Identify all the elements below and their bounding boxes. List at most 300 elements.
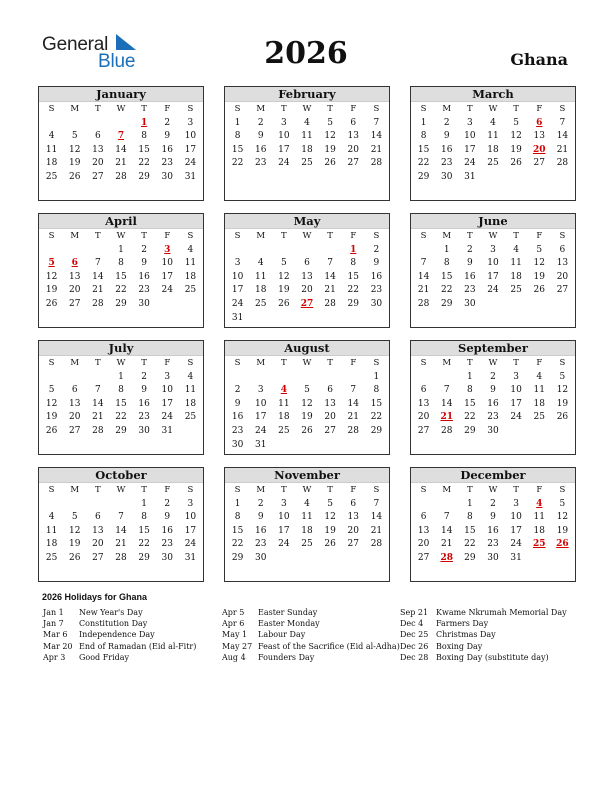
day-cell: 29 bbox=[138, 171, 150, 182]
day-cell: 19 bbox=[301, 412, 313, 423]
holiday-day-cell: 1 bbox=[350, 244, 357, 255]
empty-day-cell bbox=[40, 244, 63, 258]
empty-day-cell bbox=[63, 117, 86, 131]
empty-day-cell bbox=[179, 566, 202, 580]
day-cell: 18 bbox=[510, 271, 522, 282]
day-cell: 1 bbox=[118, 371, 124, 382]
day-cell: 22 bbox=[231, 539, 244, 550]
day-cell: 2 bbox=[164, 117, 171, 128]
logo-text-general: General bbox=[42, 34, 109, 55]
empty-day-cell bbox=[365, 171, 388, 185]
empty-day-cell bbox=[505, 185, 528, 199]
day-cell: 25 bbox=[45, 552, 58, 563]
empty-day-cell bbox=[551, 171, 574, 185]
day-cell: 19 bbox=[324, 144, 336, 155]
day-cell: 15 bbox=[347, 271, 359, 282]
holiday-day-cell: 4 bbox=[536, 498, 543, 509]
empty-day-cell bbox=[551, 185, 574, 199]
day-cell: 15 bbox=[464, 525, 476, 536]
day-cell: 2 bbox=[141, 244, 147, 255]
day-cell: 28 bbox=[417, 298, 430, 309]
day-cell: 16 bbox=[231, 412, 244, 423]
day-cell: 1 bbox=[234, 498, 241, 509]
empty-day-cell bbox=[63, 439, 86, 453]
holiday-name: Farmers Day bbox=[436, 619, 489, 629]
empty-day-cell bbox=[412, 498, 435, 512]
day-cell: 13 bbox=[417, 525, 430, 536]
empty-day-cell bbox=[109, 312, 132, 326]
day-cell: 25 bbox=[278, 425, 290, 436]
day-cell: 27 bbox=[92, 552, 104, 563]
month-may bbox=[224, 213, 390, 328]
holiday-item bbox=[400, 652, 567, 663]
day-cell: 11 bbox=[254, 271, 267, 282]
holiday-name: Christmas Day bbox=[436, 630, 496, 640]
empty-day-cell bbox=[295, 312, 318, 326]
day-cell: 25 bbox=[45, 171, 58, 182]
weekday-label: T bbox=[327, 104, 333, 114]
empty-day-cell bbox=[481, 312, 504, 326]
day-cell: 3 bbox=[513, 371, 519, 382]
weekday-label: W bbox=[488, 104, 498, 114]
day-cell: 5 bbox=[48, 385, 55, 396]
weekday-label: W bbox=[302, 485, 312, 495]
holiday-day-cell: 20 bbox=[533, 144, 546, 155]
day-cell: 16 bbox=[254, 144, 267, 155]
empty-day-cell bbox=[295, 552, 318, 566]
day-cell: 18 bbox=[45, 539, 58, 550]
day-cell: 26 bbox=[533, 285, 545, 296]
day-cell: 14 bbox=[115, 525, 127, 536]
day-cell: 17 bbox=[184, 525, 197, 536]
empty-day-cell bbox=[528, 566, 551, 580]
month-title: September bbox=[411, 341, 575, 356]
day-cell: 27 bbox=[417, 425, 430, 436]
weekday-label: S bbox=[48, 231, 55, 241]
day-cell: 12 bbox=[556, 512, 569, 523]
weekday-label: T bbox=[281, 231, 287, 241]
day-cell: 30 bbox=[370, 298, 383, 309]
day-cell: 3 bbox=[466, 117, 473, 128]
day-cell: 10 bbox=[510, 512, 522, 523]
day-cell: 27 bbox=[68, 298, 81, 309]
empty-day-cell bbox=[342, 552, 365, 566]
day-cell: 6 bbox=[350, 498, 357, 509]
day-cell: 14 bbox=[440, 525, 453, 536]
day-cell: 9 bbox=[164, 131, 171, 142]
holiday-item bbox=[400, 641, 567, 652]
month-title: July bbox=[39, 341, 203, 356]
day-cell: 9 bbox=[141, 385, 147, 396]
day-cell: 18 bbox=[45, 158, 58, 169]
weekday-label: S bbox=[48, 485, 55, 495]
day-cell: 6 bbox=[559, 244, 566, 255]
day-cell: 31 bbox=[464, 171, 476, 182]
empty-day-cell bbox=[505, 425, 528, 439]
day-cell: 26 bbox=[45, 425, 58, 436]
weekday-label: S bbox=[373, 104, 380, 114]
empty-day-cell bbox=[551, 298, 574, 312]
day-cell: 31 bbox=[254, 439, 267, 450]
weekday-label: T bbox=[513, 231, 519, 241]
day-cell: 23 bbox=[254, 539, 267, 550]
empty-day-cell bbox=[412, 312, 435, 326]
month-march bbox=[410, 86, 576, 201]
empty-day-cell bbox=[272, 566, 295, 580]
day-cell: 5 bbox=[304, 385, 310, 396]
weekday-label: S bbox=[559, 231, 566, 241]
month-title: May bbox=[225, 214, 389, 229]
empty-day-cell bbox=[505, 298, 528, 312]
empty-day-cell bbox=[458, 185, 481, 199]
empty-day-cell bbox=[156, 185, 179, 199]
day-cell: 10 bbox=[161, 258, 173, 269]
weekday-label: T bbox=[281, 358, 287, 368]
empty-day-cell bbox=[481, 566, 504, 580]
weekday-label: T bbox=[95, 485, 101, 495]
day-cell: 4 bbox=[304, 117, 310, 128]
empty-day-cell bbox=[295, 371, 318, 385]
empty-day-cell bbox=[179, 185, 202, 199]
empty-day-cell bbox=[551, 312, 574, 326]
empty-day-cell bbox=[365, 312, 388, 326]
day-cell: 19 bbox=[68, 539, 81, 550]
empty-day-cell bbox=[528, 439, 551, 453]
empty-day-cell bbox=[365, 552, 388, 566]
day-cell: 10 bbox=[278, 512, 290, 523]
day-cell: 16 bbox=[138, 398, 150, 409]
day-cell: 20 bbox=[92, 158, 104, 169]
weekday-label: S bbox=[234, 104, 241, 114]
day-cell: 13 bbox=[347, 131, 359, 142]
day-cell: 25 bbox=[533, 412, 545, 423]
empty-day-cell bbox=[133, 312, 156, 326]
day-cell: 4 bbox=[48, 131, 55, 142]
weekday-label: T bbox=[513, 485, 519, 495]
day-cell: 10 bbox=[254, 398, 267, 409]
day-cell: 30 bbox=[138, 425, 150, 436]
month-title: August bbox=[225, 341, 389, 356]
day-cell: 14 bbox=[92, 398, 104, 409]
day-cell: 28 bbox=[115, 171, 127, 182]
holiday-date: Apr 3 bbox=[43, 652, 66, 662]
month-february bbox=[224, 86, 390, 201]
day-cell: 29 bbox=[464, 552, 476, 563]
month-title: October bbox=[39, 468, 203, 483]
empty-day-cell bbox=[319, 566, 342, 580]
day-cell: 3 bbox=[513, 498, 519, 509]
weekday-label: S bbox=[234, 231, 241, 241]
day-cell: 10 bbox=[464, 131, 476, 142]
empty-day-cell bbox=[179, 439, 202, 453]
day-cell: 1 bbox=[373, 371, 380, 382]
day-cell: 16 bbox=[161, 525, 173, 536]
weekday-label: S bbox=[187, 485, 194, 495]
day-cell: 10 bbox=[510, 385, 522, 396]
day-cell: 23 bbox=[440, 158, 453, 169]
weekday-label: F bbox=[536, 231, 543, 241]
weekday-label: F bbox=[350, 104, 357, 114]
day-cell: 6 bbox=[304, 258, 310, 269]
day-cell: 14 bbox=[556, 131, 569, 142]
day-cell: 4 bbox=[187, 371, 194, 382]
weekday-label: W bbox=[488, 358, 498, 368]
empty-day-cell bbox=[295, 566, 318, 580]
day-cell: 21 bbox=[370, 525, 383, 536]
weekday-label: S bbox=[559, 358, 566, 368]
empty-day-cell bbox=[551, 566, 574, 580]
day-cell: 14 bbox=[370, 512, 383, 523]
day-cell: 28 bbox=[440, 425, 453, 436]
weekday-label: M bbox=[256, 104, 266, 114]
day-cell: 10 bbox=[487, 258, 499, 269]
day-cell: 20 bbox=[301, 285, 313, 296]
day-cell: 12 bbox=[278, 271, 290, 282]
day-cell: 11 bbox=[510, 258, 522, 269]
day-cell: 28 bbox=[92, 298, 104, 309]
day-cell: 3 bbox=[280, 498, 287, 509]
day-cell: 10 bbox=[161, 385, 173, 396]
empty-day-cell bbox=[319, 244, 342, 258]
day-cell: 7 bbox=[559, 117, 566, 128]
weekday-label: F bbox=[536, 485, 543, 495]
day-cell: 11 bbox=[184, 385, 197, 396]
empty-day-cell bbox=[226, 171, 249, 185]
empty-day-cell bbox=[319, 552, 342, 566]
day-cell: 25 bbox=[301, 539, 313, 550]
weekday-label: W bbox=[488, 485, 498, 495]
empty-day-cell bbox=[295, 171, 318, 185]
weekday-label: S bbox=[187, 358, 194, 368]
empty-day-cell bbox=[505, 566, 528, 580]
holiday-day-cell: 3 bbox=[164, 244, 171, 255]
day-cell: 18 bbox=[301, 144, 313, 155]
empty-day-cell bbox=[86, 566, 109, 580]
day-cell: 1 bbox=[466, 371, 473, 382]
weekday-label: T bbox=[141, 231, 147, 241]
day-cell: 21 bbox=[440, 539, 453, 550]
empty-day-cell bbox=[435, 566, 458, 580]
holiday-day-cell: 28 bbox=[440, 552, 453, 563]
weekday-label: S bbox=[420, 104, 427, 114]
day-cell: 24 bbox=[278, 539, 290, 550]
weekday-label: T bbox=[95, 104, 101, 114]
day-cell: 26 bbox=[510, 158, 522, 169]
weekday-label: M bbox=[70, 485, 80, 495]
empty-day-cell bbox=[505, 171, 528, 185]
day-cell: 7 bbox=[373, 498, 380, 509]
holiday-day-cell: 27 bbox=[300, 298, 314, 309]
empty-day-cell bbox=[342, 185, 365, 199]
weekday-label: T bbox=[327, 358, 333, 368]
day-cell: 3 bbox=[257, 385, 264, 396]
weekday-label: T bbox=[327, 485, 333, 495]
holiday-item bbox=[43, 629, 196, 640]
weekday-label: T bbox=[467, 231, 473, 241]
weekday-label: S bbox=[234, 485, 241, 495]
weekday-label: W bbox=[116, 104, 126, 114]
weekday-label: M bbox=[442, 485, 452, 495]
empty-day-cell bbox=[40, 117, 63, 131]
day-cell: 19 bbox=[510, 144, 522, 155]
day-cell: 12 bbox=[324, 512, 336, 523]
day-cell: 10 bbox=[184, 512, 197, 523]
weekday-label: W bbox=[488, 231, 498, 241]
month-september bbox=[410, 340, 576, 455]
day-cell: 17 bbox=[510, 525, 522, 536]
day-cell: 24 bbox=[278, 158, 290, 169]
holiday-date: Aug 4 bbox=[222, 652, 246, 662]
empty-day-cell bbox=[63, 498, 86, 512]
day-cell: 28 bbox=[347, 425, 359, 436]
holiday-item bbox=[43, 641, 196, 652]
empty-day-cell bbox=[86, 439, 109, 453]
day-cell: 14 bbox=[370, 131, 383, 142]
day-cell: 9 bbox=[490, 512, 496, 523]
day-cell: 20 bbox=[417, 412, 430, 423]
day-cell: 19 bbox=[45, 285, 58, 296]
weekday-label: T bbox=[281, 485, 287, 495]
empty-day-cell bbox=[295, 244, 318, 258]
day-cell: 9 bbox=[490, 385, 496, 396]
empty-day-cell bbox=[551, 425, 574, 439]
month-title: February bbox=[225, 87, 389, 102]
month-july bbox=[38, 340, 204, 455]
day-cell: 4 bbox=[513, 244, 519, 255]
weekday-label: M bbox=[442, 231, 452, 241]
weekday-label: W bbox=[302, 231, 312, 241]
month-october bbox=[38, 467, 204, 582]
holiday-name: End of Ramadan (Eid al-Fitr) bbox=[79, 641, 197, 651]
holiday-column bbox=[400, 607, 567, 663]
empty-day-cell bbox=[435, 439, 458, 453]
day-cell: 11 bbox=[487, 131, 499, 142]
day-cell: 29 bbox=[231, 552, 244, 563]
weekday-label: F bbox=[350, 358, 357, 368]
empty-day-cell bbox=[226, 244, 249, 258]
day-cell: 30 bbox=[138, 298, 150, 309]
day-cell: 9 bbox=[164, 512, 171, 523]
day-cell: 8 bbox=[234, 131, 241, 142]
day-cell: 3 bbox=[187, 117, 194, 128]
weekday-label: T bbox=[141, 104, 147, 114]
weekday-label: M bbox=[70, 358, 80, 368]
day-cell: 3 bbox=[164, 371, 171, 382]
empty-day-cell bbox=[458, 312, 481, 326]
day-cell: 11 bbox=[278, 398, 290, 409]
day-cell: 12 bbox=[45, 398, 58, 409]
day-cell: 5 bbox=[513, 117, 519, 128]
day-cell: 18 bbox=[533, 525, 545, 536]
weekday-label: F bbox=[164, 358, 171, 368]
day-cell: 22 bbox=[464, 412, 476, 423]
day-cell: 8 bbox=[420, 131, 427, 142]
day-cell: 15 bbox=[231, 525, 244, 536]
day-cell: 25 bbox=[301, 158, 313, 169]
day-cell: 4 bbox=[257, 258, 264, 269]
empty-day-cell bbox=[156, 298, 179, 312]
day-cell: 18 bbox=[184, 271, 197, 282]
holiday-item bbox=[43, 652, 196, 663]
holiday-name: Boxing Day bbox=[436, 641, 483, 651]
day-cell: 6 bbox=[327, 385, 333, 396]
empty-day-cell bbox=[179, 425, 202, 439]
month-title: April bbox=[39, 214, 203, 229]
day-cell: 1 bbox=[420, 117, 427, 128]
day-cell: 28 bbox=[370, 158, 383, 169]
empty-day-cell bbox=[40, 312, 63, 326]
day-cell: 10 bbox=[184, 131, 197, 142]
weekday-label: F bbox=[164, 231, 171, 241]
day-cell: 19 bbox=[533, 271, 545, 282]
day-cell: 2 bbox=[443, 117, 450, 128]
holiday-item bbox=[222, 629, 400, 640]
weekday-label: W bbox=[116, 231, 126, 241]
empty-day-cell bbox=[342, 439, 365, 453]
day-cell: 8 bbox=[234, 512, 241, 523]
day-cell: 6 bbox=[420, 512, 427, 523]
day-cell: 14 bbox=[417, 271, 430, 282]
day-cell: 22 bbox=[417, 158, 430, 169]
weekday-label: F bbox=[164, 485, 171, 495]
day-cell: 15 bbox=[138, 525, 150, 536]
empty-day-cell bbox=[342, 371, 365, 385]
day-cell: 17 bbox=[161, 271, 173, 282]
day-cell: 13 bbox=[324, 398, 336, 409]
day-cell: 13 bbox=[68, 271, 81, 282]
day-cell: 28 bbox=[370, 539, 383, 550]
empty-day-cell bbox=[319, 312, 342, 326]
day-cell: 2 bbox=[141, 371, 147, 382]
month-january bbox=[38, 86, 204, 201]
empty-day-cell bbox=[156, 566, 179, 580]
empty-day-cell bbox=[249, 312, 272, 326]
day-cell: 28 bbox=[115, 552, 127, 563]
empty-day-cell bbox=[342, 312, 365, 326]
day-cell: 30 bbox=[487, 425, 499, 436]
empty-day-cell bbox=[272, 439, 295, 453]
day-cell: 30 bbox=[161, 552, 173, 563]
day-cell: 4 bbox=[490, 117, 496, 128]
day-cell: 18 bbox=[487, 144, 499, 155]
empty-day-cell bbox=[249, 171, 272, 185]
empty-day-cell bbox=[481, 439, 504, 453]
empty-day-cell bbox=[458, 566, 481, 580]
holiday-day-cell: 6 bbox=[71, 258, 78, 269]
day-cell: 2 bbox=[490, 498, 496, 509]
holiday-item bbox=[222, 652, 400, 663]
empty-day-cell bbox=[342, 171, 365, 185]
weekday-label: T bbox=[467, 104, 473, 114]
day-cell: 25 bbox=[254, 298, 267, 309]
holiday-date: Apr 6 bbox=[222, 619, 245, 629]
holiday-name: Good Friday bbox=[79, 652, 130, 662]
holiday-column bbox=[43, 607, 196, 663]
day-cell: 25 bbox=[184, 285, 197, 296]
day-cell: 24 bbox=[161, 412, 173, 423]
empty-day-cell bbox=[505, 439, 528, 453]
day-cell: 6 bbox=[94, 512, 101, 523]
holiday-day-cell: 25 bbox=[533, 539, 546, 550]
weekday-label: S bbox=[187, 104, 194, 114]
empty-day-cell bbox=[272, 552, 295, 566]
day-cell: 10 bbox=[278, 131, 290, 142]
day-cell: 27 bbox=[347, 158, 359, 169]
day-cell: 13 bbox=[68, 398, 81, 409]
day-cell: 2 bbox=[257, 117, 264, 128]
day-cell: 29 bbox=[115, 425, 127, 436]
day-cell: 16 bbox=[487, 525, 499, 536]
